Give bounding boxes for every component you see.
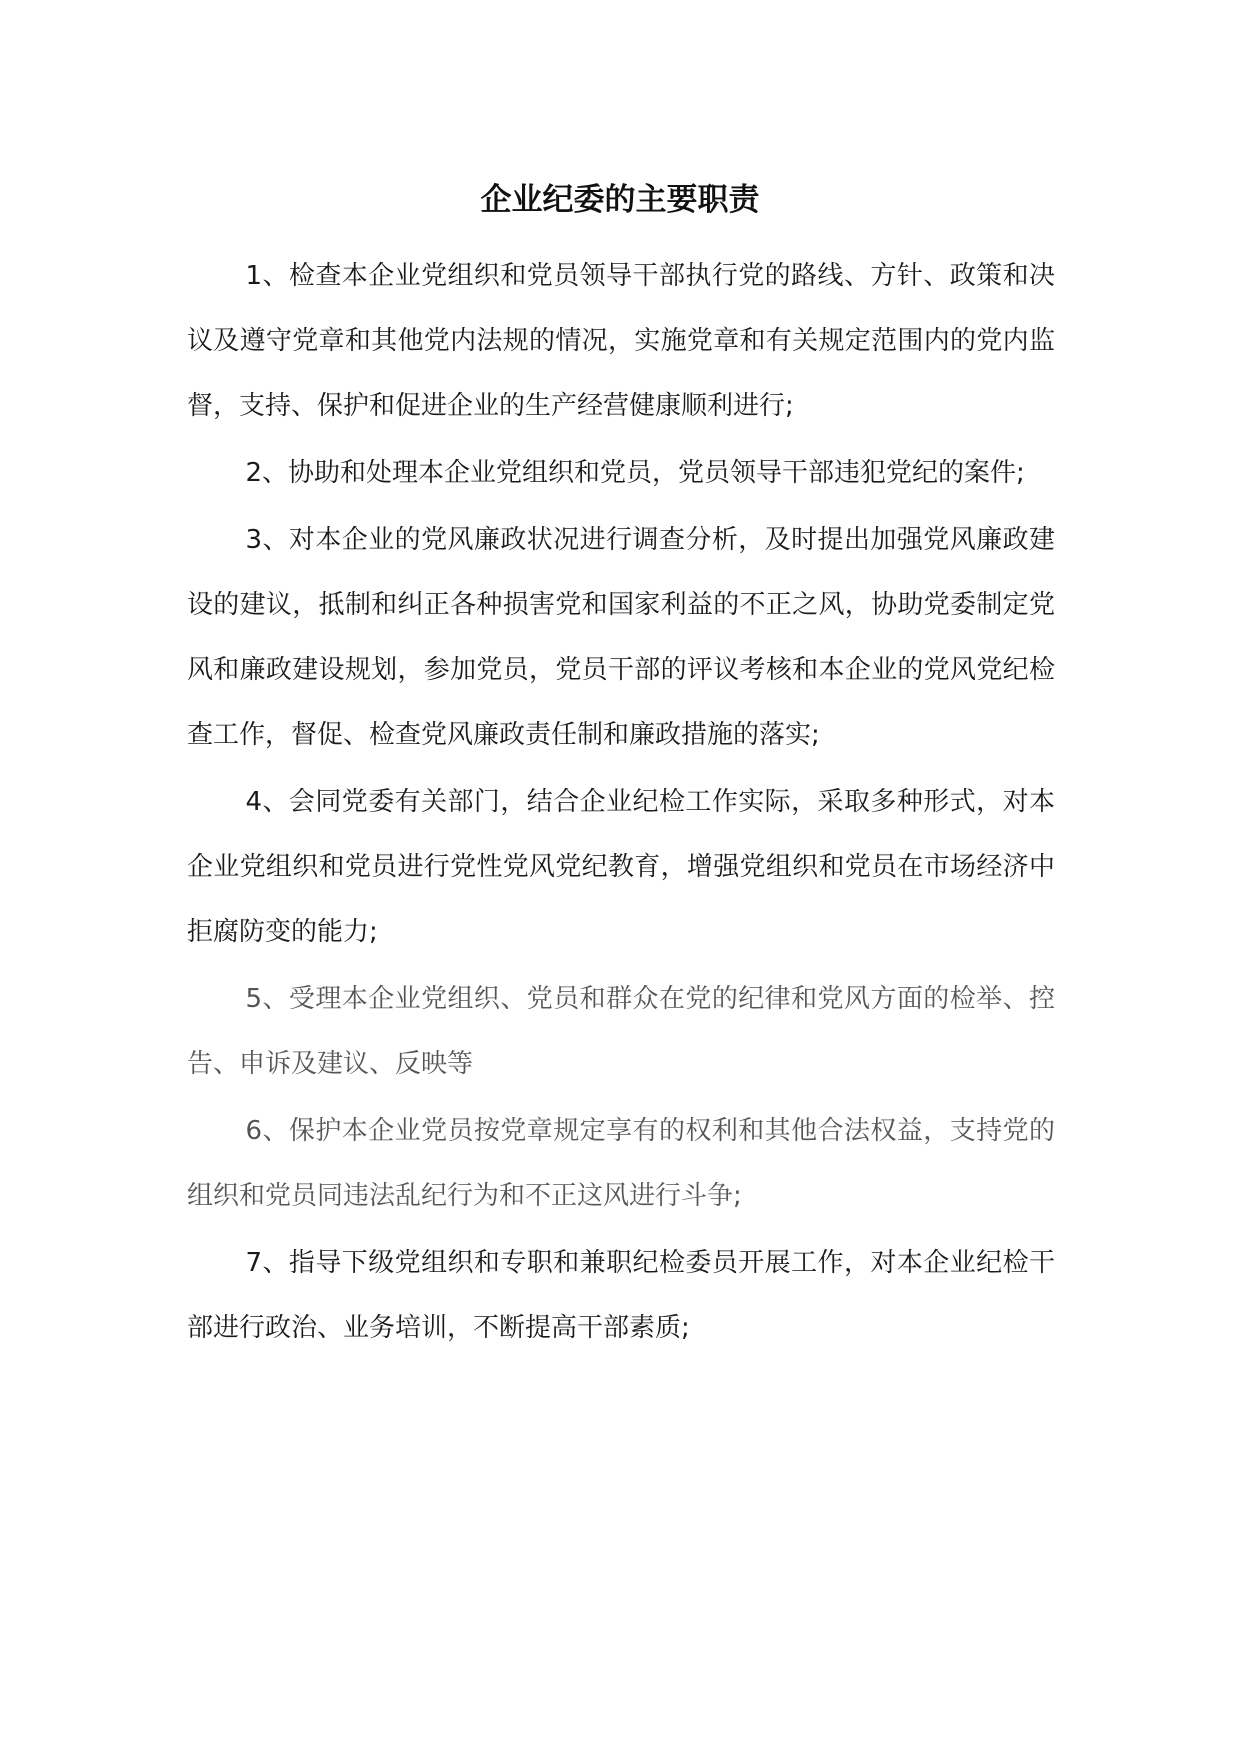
document-title: 企业纪委的主要职责 xyxy=(480,182,760,218)
paragraph-2: 2、协助和处理本企业党组织和党员，党员领导干部违犯党纪的案件; xyxy=(245,458,1025,488)
paragraph-1: 1、检查本企业党组织和党员领导干部执行党的路线、方针、政策和决议及遵守党章和其他党内法规的情况，实施党章和有关规定范围内的党内监督，支持、保护和促进企业的生产经营健康顺利进行; xyxy=(187,261,1055,421)
paragraph-5: 5、受理本企业党组织、党员和群众在党的纪律和党风方面的检举、控告、申诉及建议、反映等 xyxy=(187,984,1055,1079)
paragraph-7: 7、指导下级党组织和专职和兼职纪检委员开展工作，对本企业纪检干部进行政治、业务培训，不断提高干部素质; xyxy=(187,1248,1055,1343)
paragraph-3: 3、对本企业的党风廉政状况进行调查分析，及时提出加强党风廉政建设的建议，抵制和纠正各种损害党和国家利益的不正之风，协助党委制定党风和廉政建设规划，参加党员，党员干部的评议考核和本企业的党风党纪检查工作，督促、检查党风廉政责任制和廉政措施的落实; xyxy=(187,525,1055,750)
document-body xyxy=(187,244,1055,1363)
paragraph-4: 4、会同党委有关部门，结合企业纪检工作实际，采取多种形式，对本企业党组织和党员进行党性党风党纪教育，增强党组织和党员在市场经济中拒腐防变的能力; xyxy=(187,787,1055,947)
paragraph-6: 6、保护本企业党员按党章规定享有的权利和其他合法权益，支持党的组织和党员同违法乱纪行为和不正这风进行斗争; xyxy=(187,1116,1055,1211)
